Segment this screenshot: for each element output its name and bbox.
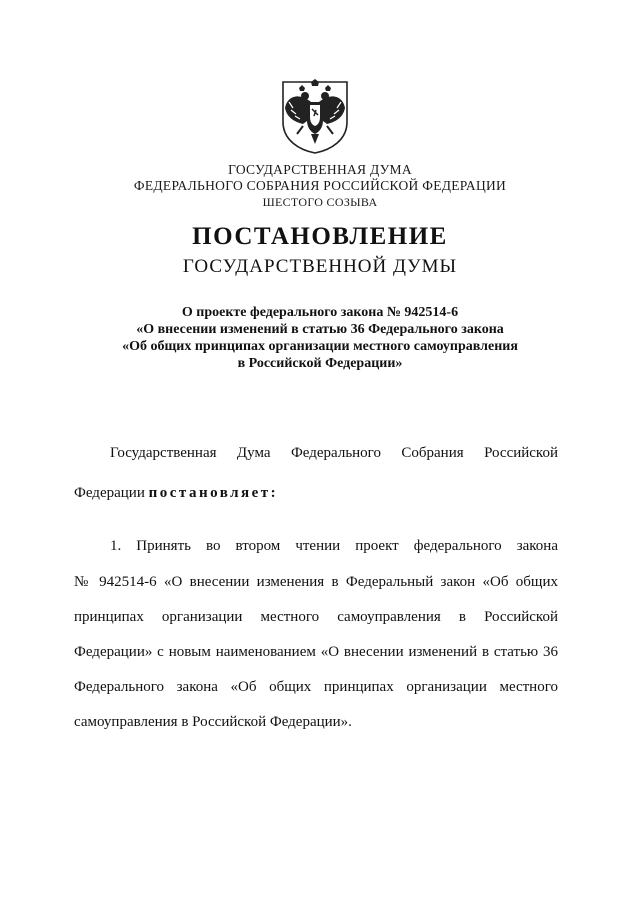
document-subtitle: ГОСУДАРСТВЕННОЙ ДУМЫ — [182, 256, 458, 277]
subject-line-3: «Об общих принципах организации местного самоуправления — [122, 339, 518, 354]
preamble-line-1: Государственная Дума Федерального Собрания Российской — [110, 445, 558, 461]
subject-line-1: О проекте федерального закона № 942514-6 — [181, 305, 459, 320]
preamble-line-2 — [74, 483, 558, 503]
subject-line-4: в Российской Федерации» — [237, 356, 403, 371]
document-title: ПОСТАНОВЛЕНИЕ — [192, 223, 448, 250]
subject-line-2: «О внесении изменений в статью 36 Федерального закона — [136, 322, 504, 337]
preamble-action: постановляет: — [148, 485, 279, 501]
org-line-1: ГОСУДАРСТВЕННАЯ ДУМА — [228, 162, 412, 177]
item1-line-3: принципах организации местного самоуправления в Российской — [74, 609, 558, 625]
item1-line-1: 1. Принять во втором чтении проект федерального закона — [110, 538, 558, 554]
org-line-3: ШЕСТОГО СОЗЫВА — [262, 195, 378, 209]
item1-line-6: самоуправления в Российской Федерации». — [74, 714, 352, 730]
item1-line-5: Федерального закона «Об общих принципах организации местного — [74, 679, 558, 695]
preamble-text: Федерации — [74, 485, 145, 501]
item1-line-4: Федерации» с новым наименованием «О внесении изменений в статью 36 — [74, 644, 558, 660]
item1-line-2: № 942514-6 «О внесении изменения в Федеральный закон «Об общих — [74, 574, 558, 590]
org-line-2: ФЕДЕРАЛЬНОГО СОБРАНИЯ РОССИЙСКОЙ ФЕДЕРАЦИИ — [133, 178, 507, 193]
double-headed-eagle-emblem-icon — [281, 78, 349, 154]
